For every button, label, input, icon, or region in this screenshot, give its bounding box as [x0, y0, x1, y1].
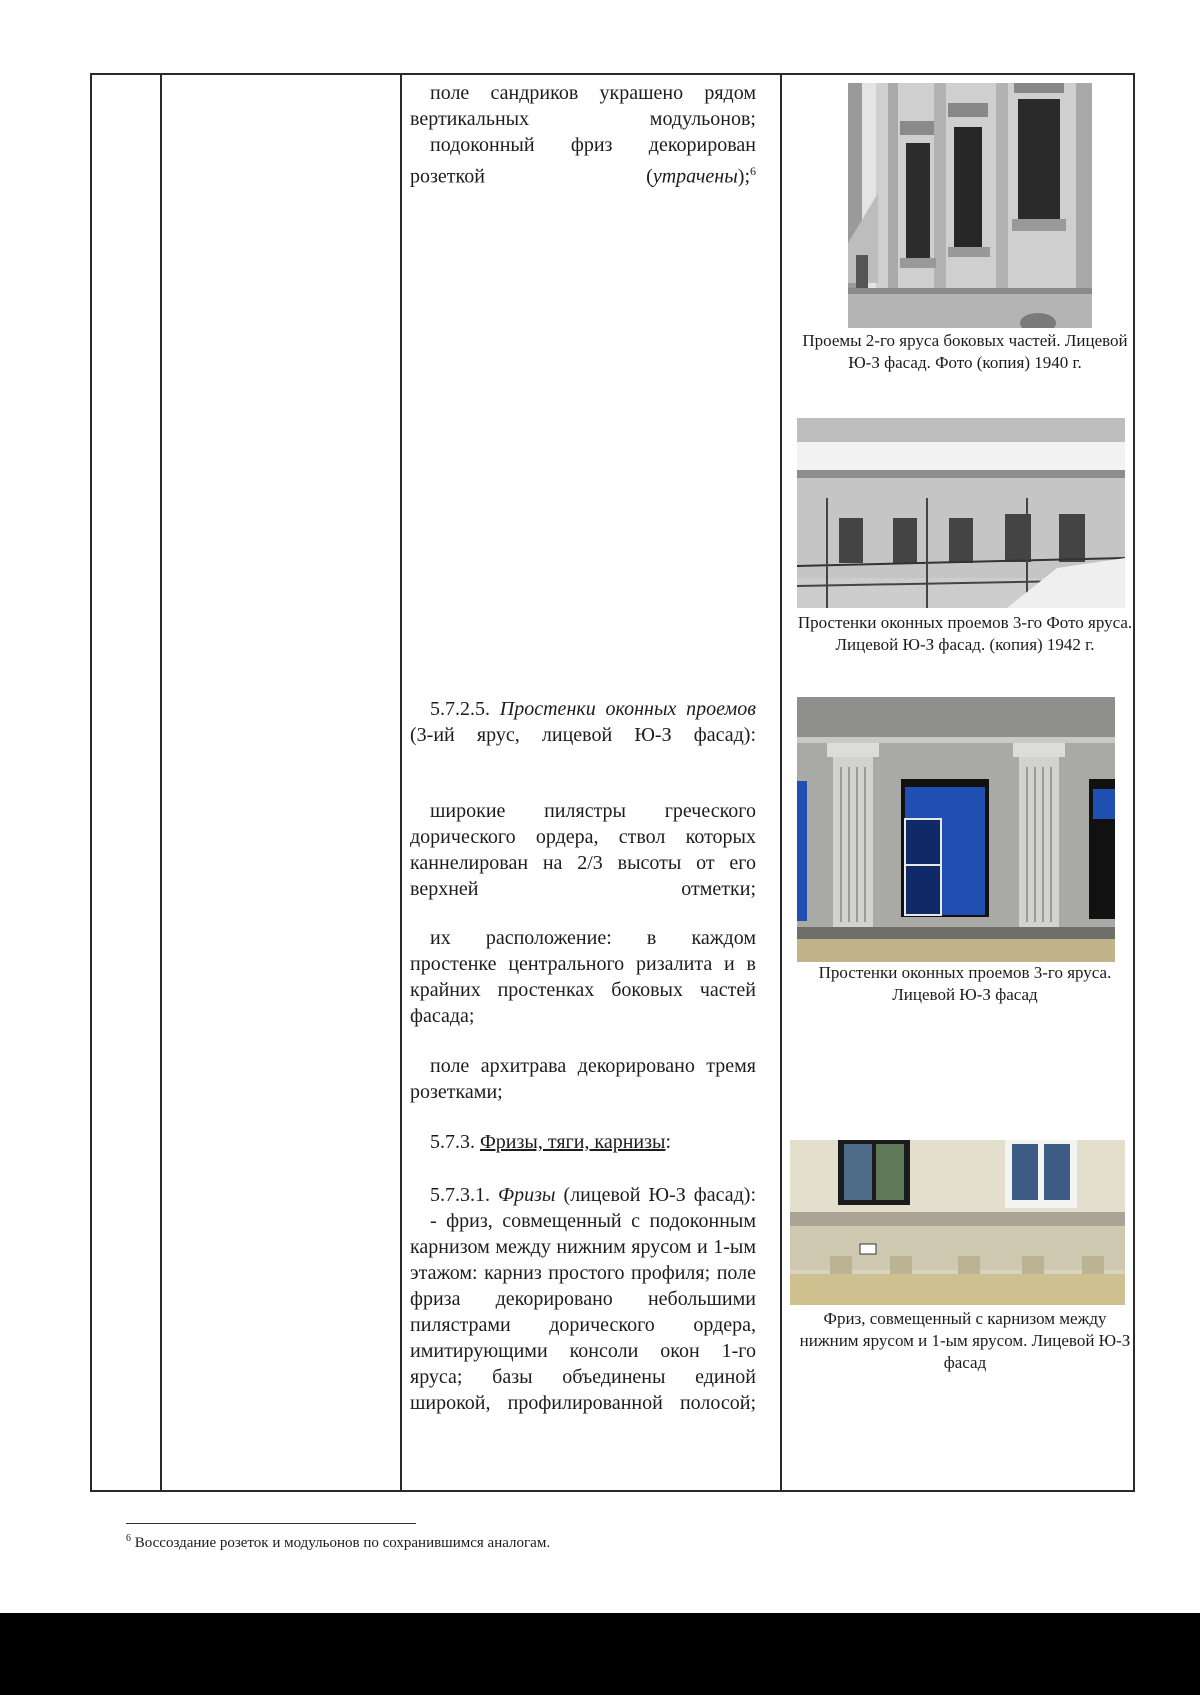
caption-photo-1940: Проемы 2-го яруса боковых частей. Лицевой Ю-З фасад. Фото (копия) 1940 г. [802, 331, 1128, 372]
caption-photo-1942: Простенки оконных проемов 3-го Фото яруса. Лицевой Ю-З фасад. (копия) 1942 г. [797, 613, 1133, 654]
table-top-border [90, 73, 1135, 75]
facade-1942-image [797, 418, 1125, 608]
section-573 [410, 1129, 756, 1155]
scan-bottom-edge [0, 1613, 1200, 1695]
frieze-paragraph: - фриз, совмещенный с подоконным карнизом между нижним ярусом и 1-ым этажом: карниз простого профиля; поле фриза декорировано небольшими пилястрами дорического ордера, имитирующими консоли окон 1-го яруса; базы объединены единой широкой, профилированной полосой; [410, 1210, 756, 1414]
photo-frieze [790, 1140, 1125, 1305]
pilasters-image [797, 697, 1115, 962]
caption-photo-pilasters: Простенки оконных проемов 3-го яруса. Лицевой Ю-З фасад [818, 963, 1112, 1004]
section-5731 [410, 1182, 756, 1416]
architrave-paragraph: поле архитрава декорировано тремя розетками; [410, 1055, 756, 1103]
section-heading: 5.7.3. Фризы, тяги, карнизы: [430, 1131, 672, 1153]
footnote-ref: 6 [750, 164, 756, 178]
section-heading: 5.7.3.1. Фризы (лицевой Ю-З фасад): [430, 1184, 757, 1206]
table-right-border [1133, 73, 1135, 1492]
description-top [410, 80, 756, 190]
photo-facade-1942 [797, 418, 1125, 608]
caption-photo-frieze: Фриз, совмещенный с карнизом между нижним ярусом и 1-ым ярусом. Лицевой Ю-З фасад [799, 1309, 1131, 1372]
table-left-border [90, 73, 92, 1492]
footnote-separator [126, 1523, 416, 1524]
footnote: $^6$ Воссоздание розеток и модульонов по сохранившимся аналогам. [126, 1533, 551, 1551]
pilasters-paragraph: широкие пилястры греческого дорического ордера, ствол которых каннелирован на 2/3 высоты от его верхней отметки; [410, 800, 756, 900]
section-5725 [410, 696, 756, 748]
table-column-divider [400, 73, 402, 1492]
location-paragraph: их расположение: в каждом простенке центрального ризалита и в крайних простенках боковых частей фасада; [410, 927, 756, 1027]
table-column-divider [160, 73, 162, 1492]
sandrik-paragraph: поле сандриков украшено рядом вертикальных модульонов; [410, 82, 756, 130]
table-bottom-border [90, 1490, 1135, 1492]
section-heading: 5.7.2.5. Простенки оконных проемов (3-ий ярус, лицевой Ю-З фасад): [410, 698, 756, 746]
facade-1940-image [848, 83, 1092, 328]
photo-pilasters-3rd-tier [797, 697, 1115, 962]
frieze-image [790, 1140, 1125, 1305]
photo-facade-1940 [848, 83, 1092, 328]
frieze-rosette-paragraph: подоконный фриз декорирован розеткой (утрачены);$^6$ [410, 134, 756, 188]
table-column-divider [780, 73, 782, 1492]
